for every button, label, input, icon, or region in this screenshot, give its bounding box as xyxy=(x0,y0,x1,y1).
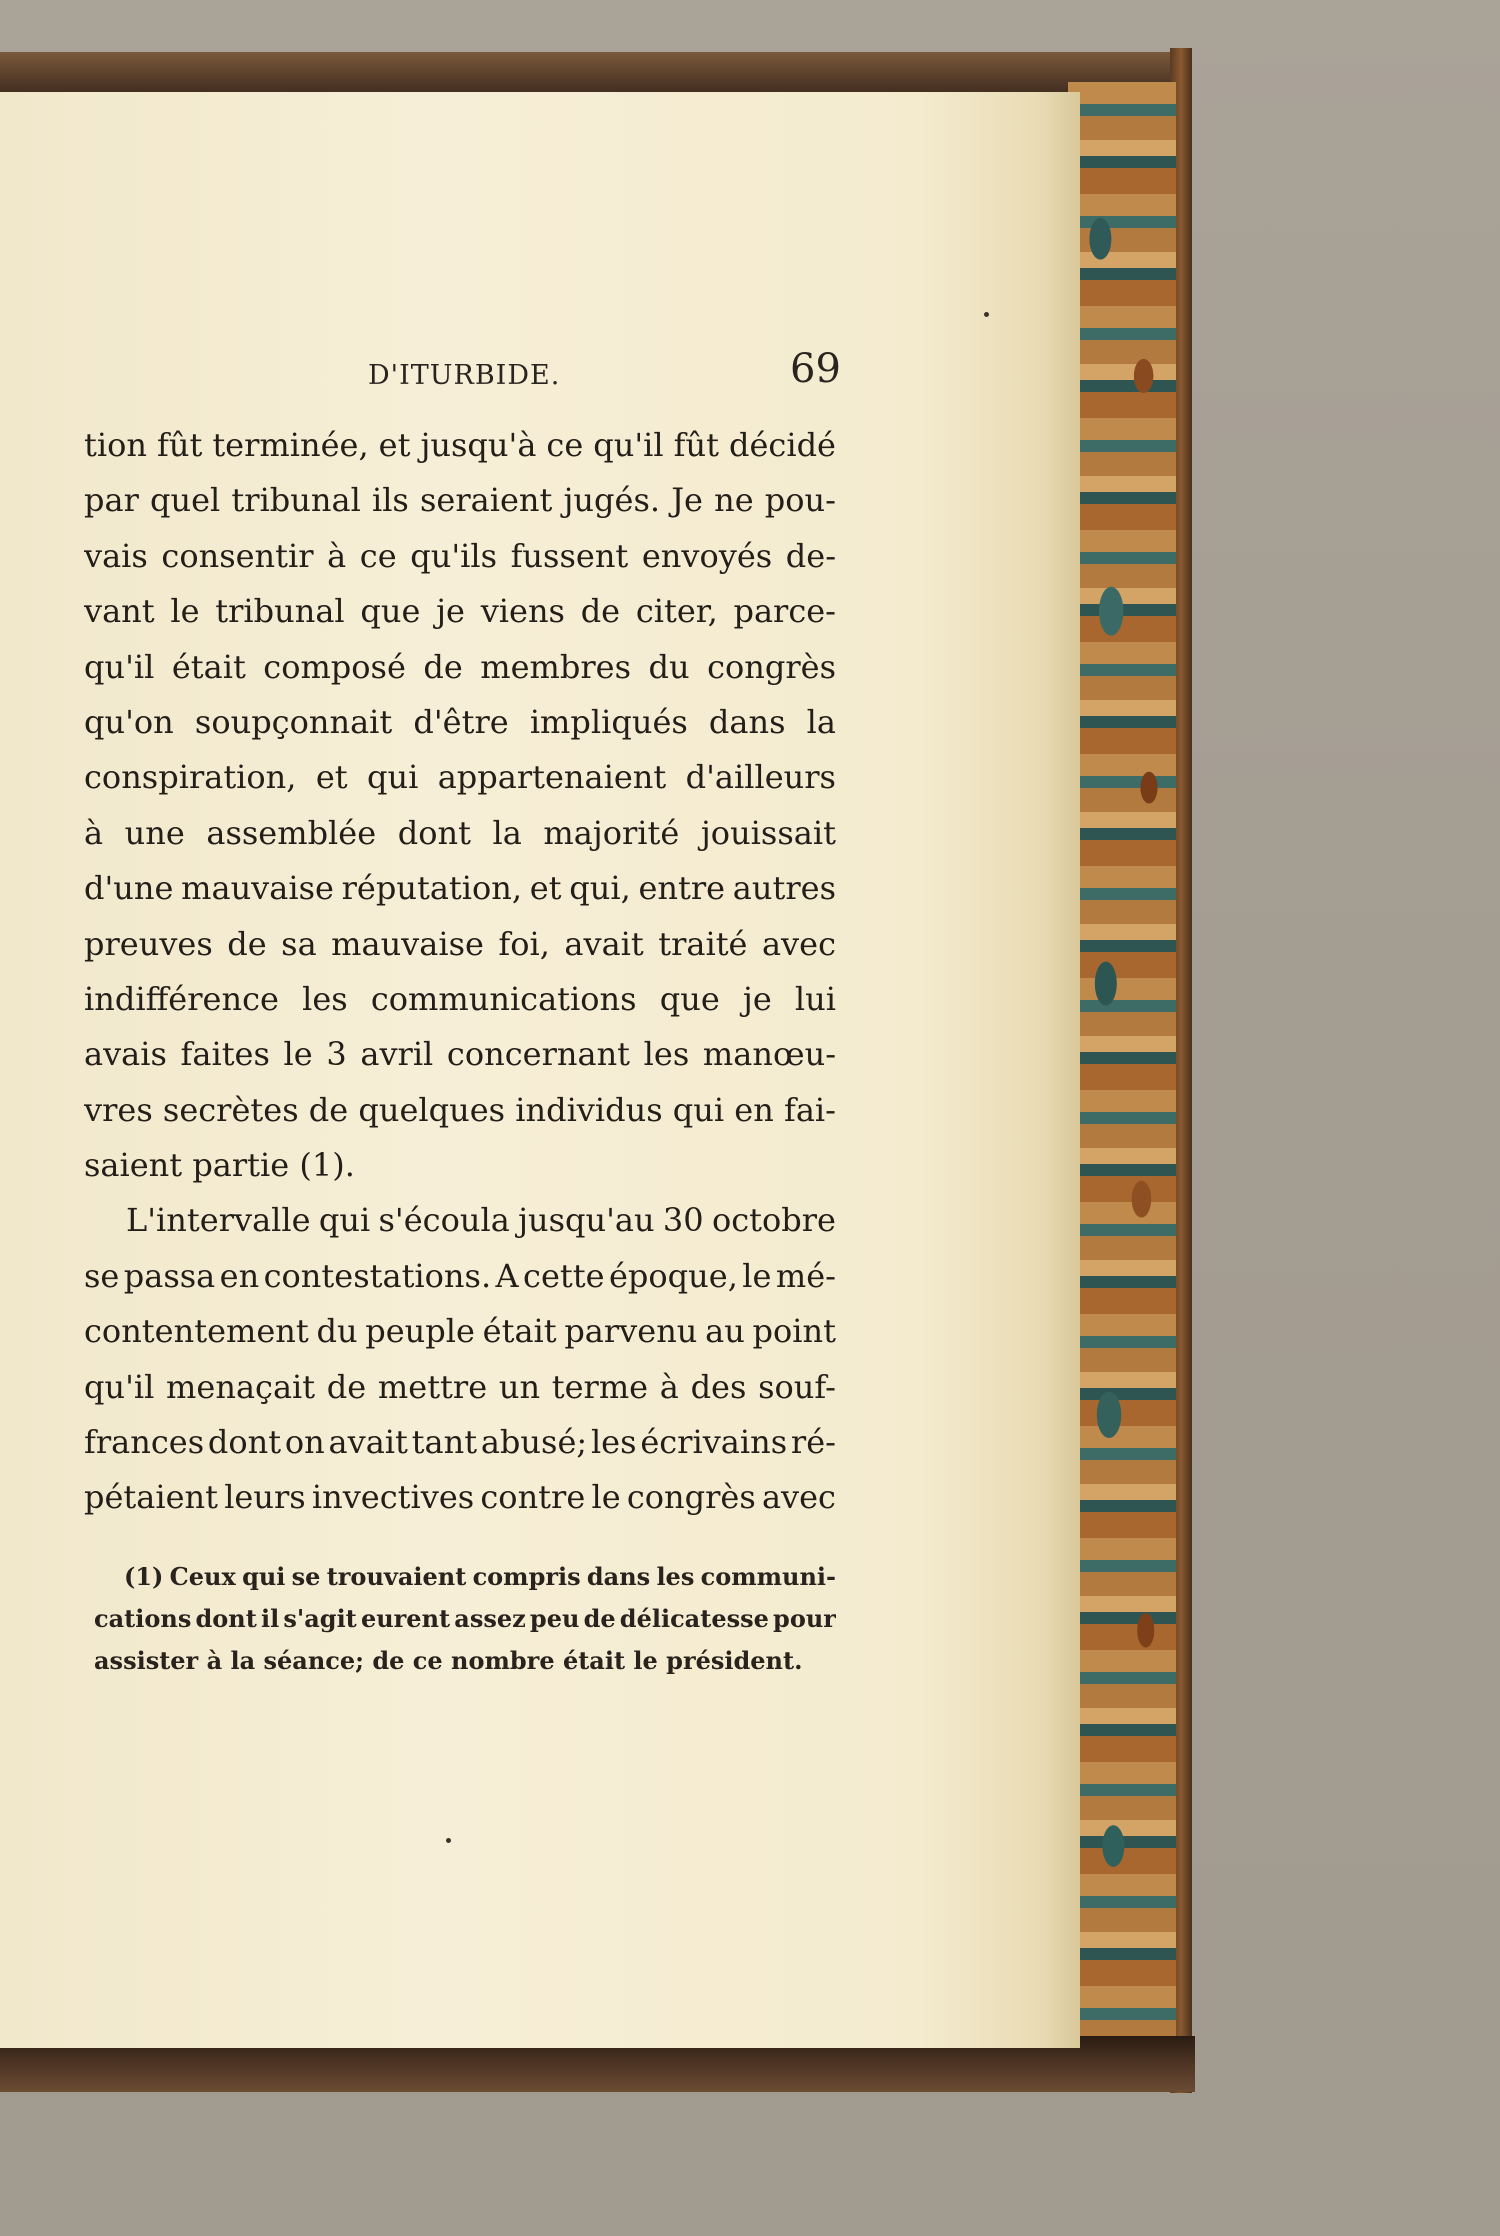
word: qui xyxy=(672,1090,725,1129)
word: ce xyxy=(412,1646,452,1675)
text-line xyxy=(84,972,836,1027)
word: terme xyxy=(551,1367,649,1406)
word: pétaient xyxy=(84,1478,218,1517)
word: je xyxy=(742,979,772,1018)
word: souf- xyxy=(758,1367,836,1406)
word: écrivains xyxy=(640,1423,788,1462)
word: A xyxy=(495,1256,519,1295)
word: réputation, xyxy=(341,869,523,908)
word: était xyxy=(562,1646,634,1675)
word: le xyxy=(283,1035,313,1074)
word: il xyxy=(260,1604,280,1633)
word: preuves xyxy=(84,924,213,963)
word: jugés. xyxy=(563,481,661,520)
word: le xyxy=(591,1478,621,1517)
word: membres xyxy=(480,647,632,686)
word: tribunal xyxy=(231,481,361,520)
word: Ceux xyxy=(169,1562,236,1591)
word: époque, xyxy=(608,1256,738,1295)
word: appartenaient xyxy=(437,758,667,797)
word: fût xyxy=(673,426,719,464)
text-line xyxy=(84,1083,836,1138)
word: leurs xyxy=(224,1478,306,1517)
word: se xyxy=(84,1256,120,1295)
word: avait xyxy=(564,924,644,963)
word: contentement xyxy=(84,1312,309,1351)
word: fussent xyxy=(510,536,629,575)
word: à xyxy=(327,536,347,575)
word: traité xyxy=(658,924,748,963)
word: s'écoula xyxy=(378,1201,510,1240)
word: contestations. xyxy=(263,1256,492,1295)
word: délicatesse xyxy=(619,1604,769,1633)
word: vais xyxy=(84,536,148,575)
footnote-line xyxy=(94,1598,836,1640)
word: à xyxy=(206,1646,231,1675)
text-line xyxy=(84,1470,836,1525)
word: qu'il xyxy=(84,1367,155,1406)
word: du xyxy=(316,1312,358,1351)
word: eurent xyxy=(360,1604,451,1633)
word: assez xyxy=(454,1604,526,1633)
word: citer, xyxy=(635,592,718,631)
word: ce xyxy=(546,426,584,464)
word: individus xyxy=(515,1090,663,1129)
text-line xyxy=(84,806,836,861)
word: le xyxy=(742,1256,772,1295)
word: séance; xyxy=(263,1646,373,1675)
word: quel xyxy=(150,481,221,520)
word: avec xyxy=(761,924,836,963)
word: par xyxy=(84,481,139,520)
word: avais xyxy=(84,1035,167,1074)
text-line xyxy=(84,1304,836,1359)
word: pour xyxy=(773,1604,836,1633)
text-line xyxy=(84,750,836,805)
word: de xyxy=(583,1604,616,1633)
word: ré- xyxy=(790,1423,836,1462)
word: de- xyxy=(785,536,836,575)
word: était xyxy=(171,647,246,686)
footnote-line xyxy=(94,1556,836,1598)
word: manœu- xyxy=(702,1035,836,1074)
word: point xyxy=(752,1312,836,1351)
word: en xyxy=(734,1090,774,1129)
word: des xyxy=(690,1367,747,1406)
word: d'être xyxy=(413,702,509,741)
word: assister xyxy=(94,1646,207,1675)
word: soupçonnait xyxy=(194,702,393,741)
word: concernant xyxy=(446,1035,631,1074)
text-line xyxy=(84,1415,836,1470)
word: invectives xyxy=(311,1478,475,1517)
word: de xyxy=(423,647,463,686)
word: avait xyxy=(328,1423,408,1462)
word: qu'ils xyxy=(410,536,497,575)
word: secrètes xyxy=(162,1090,299,1129)
word: mauvaise xyxy=(181,869,334,908)
text-line xyxy=(84,861,836,916)
word: impliqués xyxy=(529,702,688,741)
word: de xyxy=(326,1367,367,1406)
word: président. xyxy=(666,1646,803,1675)
word: congrès xyxy=(626,1478,756,1517)
word: était xyxy=(482,1312,557,1351)
word: de xyxy=(580,592,621,631)
word: dont xyxy=(397,813,471,852)
word: en xyxy=(219,1256,260,1295)
word: menaçait xyxy=(166,1367,316,1406)
word: tion xyxy=(84,426,147,464)
word: indifférence xyxy=(84,979,279,1018)
word: qui xyxy=(242,1562,286,1591)
word: au xyxy=(705,1312,745,1351)
word: peuple xyxy=(365,1312,475,1351)
word: viens xyxy=(480,592,565,631)
word: compris xyxy=(472,1562,581,1591)
word: fût xyxy=(156,426,203,464)
word: 30 xyxy=(662,1201,704,1240)
word: foi, xyxy=(498,924,550,963)
word: conspiration, xyxy=(84,758,297,797)
word: tribunal xyxy=(215,592,345,631)
word: la xyxy=(806,702,836,741)
word: qu'il xyxy=(593,426,664,464)
word: contre xyxy=(480,1478,586,1517)
word: que xyxy=(360,592,421,631)
word: dont xyxy=(195,1604,257,1633)
word: et xyxy=(529,869,562,908)
word: trouvaient xyxy=(326,1562,467,1591)
word: cations xyxy=(94,1604,192,1633)
word: parce- xyxy=(733,592,836,631)
word: parvenu xyxy=(564,1312,698,1351)
word: cette xyxy=(523,1256,605,1295)
word: qu'il xyxy=(84,647,155,686)
text-line xyxy=(84,418,836,473)
word: de xyxy=(227,924,267,963)
word: le xyxy=(633,1646,667,1675)
word: majorité xyxy=(543,813,680,852)
footnote xyxy=(94,1556,836,1682)
word: les xyxy=(590,1423,637,1462)
word: décidé xyxy=(728,426,836,464)
word: (1) xyxy=(124,1562,164,1591)
page-speck xyxy=(984,312,989,317)
word: de xyxy=(372,1646,413,1675)
word: octobre xyxy=(711,1201,836,1240)
word: congrès xyxy=(707,647,836,686)
word: et xyxy=(315,758,348,797)
word: jusqu'au xyxy=(518,1201,655,1240)
word: abusé; xyxy=(480,1423,588,1462)
text-line xyxy=(84,584,836,639)
word: pou- xyxy=(764,481,836,520)
page-number: 69 xyxy=(790,346,841,392)
word: ce xyxy=(359,536,397,575)
page-speck xyxy=(446,1838,451,1843)
word: Je xyxy=(671,481,703,520)
word: mettre xyxy=(377,1367,488,1406)
word: dont xyxy=(207,1423,282,1462)
word: le xyxy=(170,592,200,631)
word: fai- xyxy=(783,1090,836,1129)
word: ils xyxy=(371,481,409,520)
word: lui xyxy=(794,979,836,1018)
word: quelques xyxy=(358,1090,506,1129)
word: qui xyxy=(318,1201,371,1240)
word: les xyxy=(656,1562,695,1591)
word: nombre xyxy=(451,1646,563,1675)
word: les xyxy=(302,979,348,1018)
word: se xyxy=(291,1562,321,1591)
word: d'une xyxy=(84,869,174,908)
marbled-endpaper xyxy=(1068,82,1176,2042)
word: que xyxy=(659,979,720,1018)
word: qui, xyxy=(569,869,631,908)
word: assemblée xyxy=(206,813,377,852)
word: faites xyxy=(180,1035,270,1074)
word: un xyxy=(498,1367,541,1406)
body-text xyxy=(84,418,836,1526)
word: saient xyxy=(84,1146,193,1185)
word: envoyés xyxy=(641,536,773,575)
text-line xyxy=(84,1027,836,1082)
word: L'intervalle xyxy=(126,1201,311,1240)
word: jusqu'à xyxy=(420,426,537,464)
word: qui xyxy=(367,758,419,797)
word: de xyxy=(308,1090,349,1129)
word: la xyxy=(492,813,522,852)
word: terminée, xyxy=(212,426,369,464)
footnote-line xyxy=(94,1640,836,1682)
word: sa xyxy=(281,924,317,963)
word: les xyxy=(643,1035,690,1074)
word: dans xyxy=(708,702,786,741)
word: et xyxy=(378,426,411,464)
word: qu'on xyxy=(84,702,174,741)
word: peu xyxy=(529,1604,580,1633)
word: je xyxy=(436,592,465,631)
text-line xyxy=(84,1138,836,1193)
word: seraient xyxy=(419,481,553,520)
word: jouissait xyxy=(700,813,836,852)
word: communications xyxy=(370,979,637,1018)
word: ne xyxy=(714,481,754,520)
word: s'agit xyxy=(283,1604,357,1633)
word: partie xyxy=(192,1146,300,1185)
text-line xyxy=(84,473,836,528)
word: frances xyxy=(84,1423,205,1462)
word: composé xyxy=(263,647,406,686)
text-line xyxy=(84,1360,836,1415)
word: la xyxy=(230,1646,264,1675)
word: tant xyxy=(411,1423,478,1462)
text-line xyxy=(84,695,836,750)
word: entre xyxy=(638,869,726,908)
word: vant xyxy=(84,592,155,631)
word: avec xyxy=(761,1478,836,1517)
word: d'ailleurs xyxy=(685,758,836,797)
word: à xyxy=(84,813,104,852)
text-line xyxy=(84,917,836,972)
word: consentir xyxy=(161,536,314,575)
word: 3 xyxy=(326,1035,347,1074)
running-header: D'ITURBIDE. xyxy=(368,360,561,391)
word: vres xyxy=(84,1090,153,1129)
word: à xyxy=(659,1367,679,1406)
word: avril xyxy=(360,1035,434,1074)
text-line xyxy=(84,529,836,584)
word: passa xyxy=(123,1256,216,1295)
word: on xyxy=(284,1423,325,1462)
word: du xyxy=(648,647,690,686)
text-line xyxy=(84,1249,836,1304)
text-line xyxy=(84,1193,836,1248)
word: communi- xyxy=(700,1562,836,1591)
word: une xyxy=(124,813,185,852)
word: dans xyxy=(586,1562,651,1591)
word: (1). xyxy=(299,1146,355,1185)
word: mauvaise xyxy=(331,924,484,963)
word: autres xyxy=(732,869,836,908)
text-line xyxy=(84,640,836,695)
word: mé- xyxy=(775,1256,836,1295)
